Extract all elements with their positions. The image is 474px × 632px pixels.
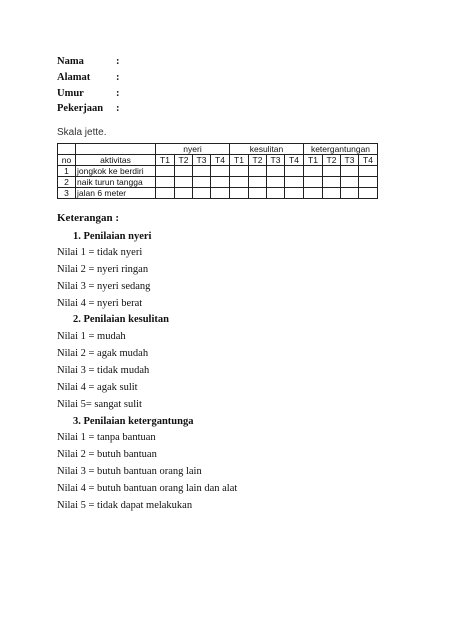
field-colon: : (116, 88, 120, 99)
field-colon: : (116, 72, 120, 83)
legend-item: Nilai 5 = tidak dapat melakukan (57, 500, 193, 511)
table-row (58, 166, 378, 177)
skala-title: Skala jette. (57, 127, 107, 138)
score-cell[interactable] (211, 188, 230, 199)
legend-item: Nilai 2 = butuh bantuan (57, 449, 157, 460)
subheader-t2: T2 (249, 155, 267, 166)
field-label-alamat: Alamat (57, 72, 91, 83)
score-cell[interactable] (359, 166, 378, 177)
field-label-nama: Nama (57, 56, 84, 67)
score-cell[interactable] (359, 177, 378, 188)
subheader-t3: T3 (341, 155, 359, 166)
legend-item: Nilai 5= sangat sulit (57, 399, 142, 410)
legend-item: Nilai 1 = tanpa bantuan (57, 432, 156, 443)
subheader-t3: T3 (267, 155, 285, 166)
score-cell[interactable] (156, 177, 175, 188)
score-cell[interactable] (193, 177, 211, 188)
table-header-row (58, 144, 378, 155)
score-cell[interactable] (267, 177, 285, 188)
subheader-t1: T1 (156, 155, 175, 166)
table-cell (58, 144, 76, 155)
subheader-t3: T3 (193, 155, 211, 166)
subheader-t4: T4 (359, 155, 378, 166)
score-cell[interactable] (230, 177, 249, 188)
score-cell[interactable] (267, 188, 285, 199)
score-cell[interactable] (285, 166, 304, 177)
field-colon: : (116, 56, 120, 67)
legend-item: Nilai 3 = nyeri sedang (57, 281, 151, 292)
score-cell[interactable] (175, 177, 193, 188)
section-title-nyeri: 1. Penilaian nyeri (73, 231, 152, 242)
score-cell[interactable] (341, 188, 359, 199)
score-cell[interactable] (156, 188, 175, 199)
header-aktivitas: aktivitas (76, 155, 156, 166)
table-subheader-row (58, 155, 378, 166)
section-title-kesulitan: 2. Penilaian kesulitan (73, 314, 169, 325)
score-cell[interactable] (211, 166, 230, 177)
score-cell[interactable] (304, 166, 323, 177)
score-cell[interactable] (249, 166, 267, 177)
score-cell[interactable] (323, 166, 341, 177)
subheader-t1: T1 (230, 155, 249, 166)
subheader-t4: T4 (211, 155, 230, 166)
score-cell[interactable] (359, 188, 378, 199)
score-cell[interactable] (211, 177, 230, 188)
field-colon: : (116, 103, 120, 114)
header-no: no (58, 155, 76, 166)
row-no: 1 (58, 166, 76, 177)
score-cell[interactable] (285, 188, 304, 199)
row-aktivitas: jongkok ke berdiri (76, 166, 156, 177)
row-no: 2 (58, 177, 76, 188)
legend-item: Nilai 4 = nyeri berat (57, 298, 143, 309)
score-cell[interactable] (267, 166, 285, 177)
subheader-t2: T2 (175, 155, 193, 166)
jette-scale-table (57, 143, 378, 199)
legend-item: Nilai 1 = mudah (57, 331, 126, 342)
score-cell[interactable] (285, 177, 304, 188)
score-cell[interactable] (304, 188, 323, 199)
score-cell[interactable] (323, 188, 341, 199)
score-cell[interactable] (341, 166, 359, 177)
legend-item: Nilai 3 = tidak mudah (57, 365, 150, 376)
field-label-umur: Umur (57, 88, 84, 99)
section-title-ketergantungan: 3. Penilaian ketergantunga (73, 416, 194, 427)
field-label-pekerjaan: Pekerjaan (57, 103, 104, 114)
row-aktivitas: naik turun tangga (76, 177, 156, 188)
score-cell[interactable] (175, 166, 193, 177)
score-cell[interactable] (341, 177, 359, 188)
score-cell[interactable] (249, 188, 267, 199)
subheader-t1: T1 (304, 155, 323, 166)
legend-item: Nilai 2 = agak mudah (57, 348, 149, 359)
score-cell[interactable] (193, 188, 211, 199)
score-cell[interactable] (249, 177, 267, 188)
legend-item: Nilai 4 = butuh bantuan orang lain dan alat (57, 483, 238, 494)
legend-item: Nilai 3 = butuh bantuan orang lain (57, 466, 202, 477)
score-cell[interactable] (304, 177, 323, 188)
score-cell[interactable] (156, 166, 175, 177)
subheader-t2: T2 (323, 155, 341, 166)
score-cell[interactable] (323, 177, 341, 188)
table-row (58, 188, 378, 199)
legend-item: Nilai 4 = agak sulit (57, 382, 138, 393)
legend-item: Nilai 2 = nyeri ringan (57, 264, 149, 275)
legend-item: Nilai 1 = tidak nyeri (57, 247, 143, 258)
row-aktivitas: jalan 6 meter (76, 188, 156, 199)
table-cell (76, 144, 156, 155)
score-cell[interactable] (175, 188, 193, 199)
score-cell[interactable] (193, 166, 211, 177)
score-cell[interactable] (230, 166, 249, 177)
score-cell[interactable] (230, 188, 249, 199)
header-kesulitan: kesulitan (230, 144, 304, 155)
subheader-t4: T4 (285, 155, 304, 166)
table-row (58, 177, 378, 188)
header-nyeri: nyeri (156, 144, 230, 155)
keterangan-title: Keterangan : (57, 212, 120, 224)
header-ketergantungan: ketergantungan (304, 144, 378, 155)
row-no: 3 (58, 188, 76, 199)
